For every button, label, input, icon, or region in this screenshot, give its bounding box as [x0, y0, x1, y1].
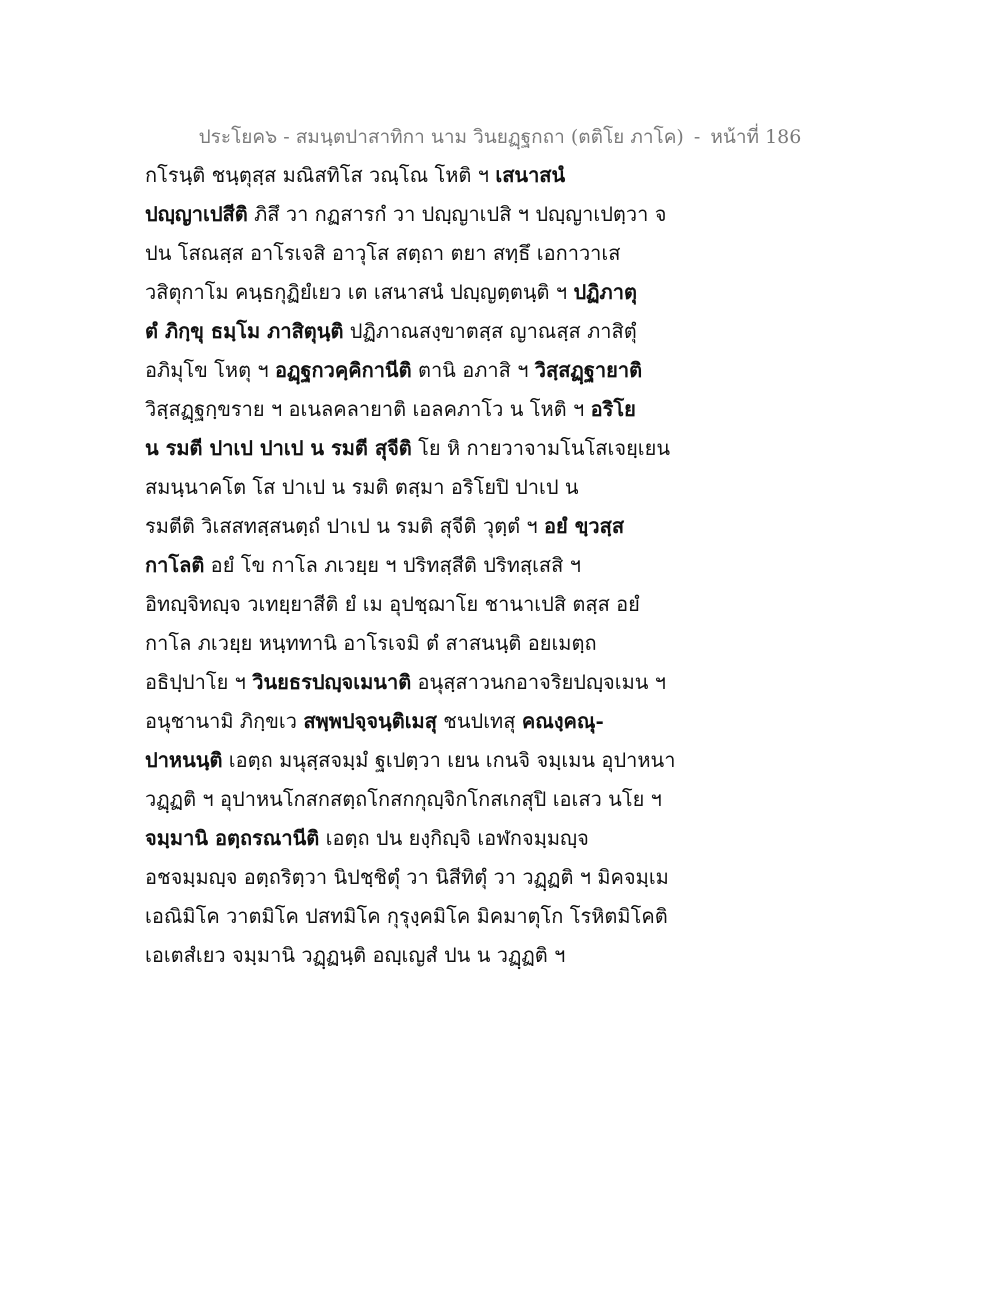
text-run: โย หิ กายวาจามโนโสเจยฺเยน [411, 436, 671, 460]
bold-term: คณงฺคณุ- [521, 709, 604, 733]
text-run: กโรนฺติ ชนฺตุสฺส มณิสทิโส วณฺโณ โหติ ฯ [145, 163, 496, 187]
text-run: อนุชานามิ ภิกฺขเว [145, 709, 304, 733]
bold-term: อยํ ขฺวสฺส [544, 514, 625, 538]
text-run: อิทญฺจิทญฺจ วเทยฺยาสีติ ยํ เม อุปชฺฌาโย ชานาเปสิ ตสฺส อยํ [145, 592, 640, 616]
text-line [145, 507, 705, 546]
text-run: รมตีติ วิเสสทสฺสนตฺถํ ปาเป น รมติ สุจีติ วุตฺตํ ฯ [145, 514, 545, 538]
header-separator: - [687, 126, 707, 148]
text-run: อชจมฺมญฺจ อตฺถริตฺวา นิปชฺชิตุํ วา นิสีทิตุํ วา วฏฺฏติ ฯ มิคจมฺเม [145, 865, 669, 889]
text-run: เอตฺถ มนุสฺสจมฺมํ ฐเปตฺวา เยน เกนจิ จมฺเมน อุปาหนา [222, 748, 676, 772]
text-run: สมนฺนาคโต โส ปาเป น รมติ ตสฺมา อริโยปิ ปาเป น [145, 475, 579, 499]
text-line [145, 780, 705, 819]
text-line [145, 156, 705, 195]
page-number: หน้าที่ 186 [710, 126, 802, 148]
text-run: ตานิ อภาสิ ฯ [411, 358, 535, 382]
text-line [145, 585, 705, 624]
text-run: อยํ โข กาโล ภเวยฺย ฯ ปริทสฺสีติ ปริทสฺเสสิ ฯ [204, 553, 581, 577]
text-run: วิสฺสฏฺฐกฺขราย ฯ อเนลคลายาติ เอลคภาโว น โหติ ฯ [145, 397, 591, 421]
bold-term: ปญฺญาเปสีติ [145, 202, 248, 226]
bold-term: วิสฺสฏฺฐายาติ [534, 358, 643, 382]
bold-term: น รมตี ปาเป ปาเป น รมตี สุจีติ [145, 436, 412, 460]
text-line [145, 195, 705, 234]
text-line [145, 273, 705, 312]
bold-term: จมฺมานิ อตฺถรณานีติ [145, 826, 320, 850]
text-line [145, 741, 705, 780]
text-run: อนุสฺสาวนกอาจริยปญฺจเมน ฯ [411, 670, 667, 694]
text-line [145, 468, 705, 507]
text-line [145, 663, 705, 702]
book-title: ประโยค๖ - สมนฺตปาสาทิกา นาม วินยฏฺฐกถา (ตติโย ภาโค) [198, 126, 684, 148]
text-run: ปฏิภาณสงฺขาตสฺส ญาณสฺส ภาสิตุํ [343, 319, 637, 343]
text-line [145, 351, 705, 390]
text-line [145, 546, 705, 585]
text-line [145, 936, 705, 975]
text-run: วฏฺฏติ ฯ อุปาหนโกสกสตฺถโกสกกุญฺจิกโกสเกสุปิ เอเสว นโย ฯ [145, 787, 662, 811]
bold-term: อริโย [590, 397, 636, 421]
text-run: ชนปเทสุ [436, 709, 522, 733]
text-run: ภิสึ วา กฏสารกํ วา ปญฺญาเปสิ ฯ ปญฺญาเปตฺวา จ [247, 202, 667, 226]
bold-term: ปาหนนฺติ [145, 748, 223, 772]
text-line [145, 429, 705, 468]
text-line [145, 858, 705, 897]
text-line [145, 234, 705, 273]
body-text [145, 156, 705, 975]
text-line [145, 624, 705, 663]
text-run: กาโล ภเวยฺย หนฺททานิ อาโรเจมิ ตํ สาสนนฺติ อยเมตฺถ [145, 631, 597, 655]
bold-term: กาโลติ [145, 553, 205, 577]
text-line [145, 312, 705, 351]
text-line [145, 819, 705, 858]
text-run: เอเตสํเยว จมฺมานิ วฏฺฏนฺติ อญฺเญสํ ปน น วฏฺฏติ ฯ [145, 943, 566, 967]
bold-term: วินยธรปญฺจเมนาติ [252, 670, 412, 694]
text-run: เอณิมิโค วาตมิโค ปสทมิโค กุรุงฺคมิโค มิคมาตุโก โรหิตมิโคติ [145, 904, 668, 928]
bold-term: ตํ ภิกฺขุ ธมฺโม ภาสิตุนฺติ [145, 319, 344, 343]
bold-term: เสนาสนํ [495, 163, 566, 187]
bold-term: สพฺพปจฺจนฺติเมสุ [303, 709, 437, 733]
text-run: อภิมุโข โหตุ ฯ [145, 358, 276, 382]
text-run: ปน โสณสฺส อาโรเจสิ อาวุโส สตฺถา ตยา สทฺธึ เอกาวาเส [145, 241, 621, 265]
text-line [145, 897, 705, 936]
text-run: อธิปฺปาโย ฯ [145, 670, 253, 694]
text-run: เอตฺถ ปน ยงฺกิญฺจิ เอฬกจมฺมญฺจ [319, 826, 589, 850]
text-line [145, 390, 705, 429]
bold-term: ปฏิภาตุ [573, 280, 637, 304]
page-header [0, 122, 1000, 152]
text-line [145, 702, 705, 741]
text-run: วสิตุกาโม คนฺธกุฏิยํเยว เต เสนาสนํ ปญฺญตฺตนฺติ ฯ [145, 280, 574, 304]
bold-term: อฏฺฐกวคฺคิกานีติ [275, 358, 412, 382]
